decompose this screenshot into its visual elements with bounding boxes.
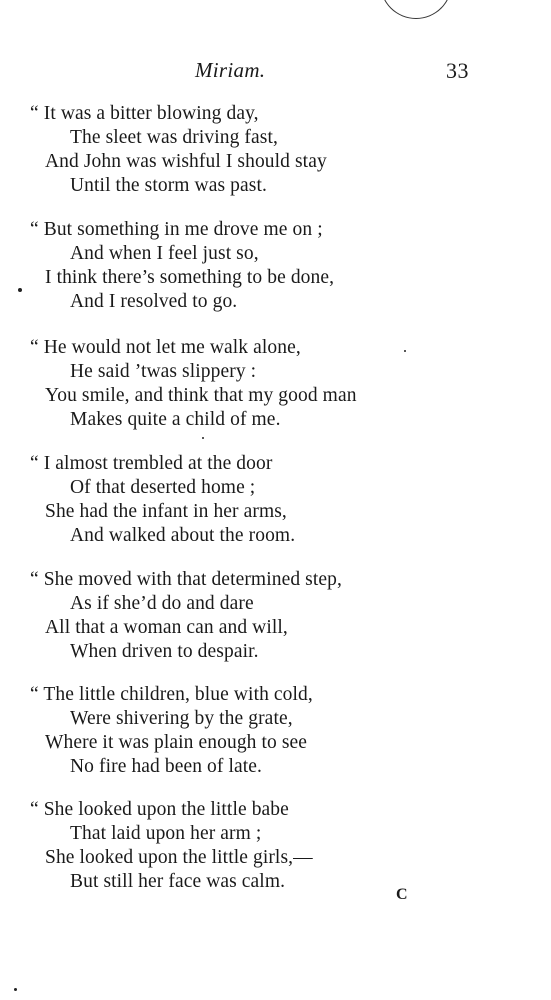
stanza-line: “ I almost trembled at the door (30, 453, 273, 474)
stanza-1 (0, 102, 327, 198)
print-speck (18, 288, 22, 292)
stanza-line: And when I feel just so, (70, 243, 259, 264)
stanza-line: And I resolved to go. (70, 291, 238, 312)
print-speck (14, 988, 17, 991)
stanza-line: And John was wishful I should stay (45, 151, 327, 172)
stanza-line: Until the storm was past. (70, 175, 267, 196)
page-number: 33 (446, 58, 469, 83)
print-speck (404, 350, 406, 352)
stanza-line: “ She moved with that determined step, (30, 569, 342, 590)
stanza-line: When driven to despair. (70, 641, 259, 662)
stanza-line: And walked about the room. (70, 525, 296, 546)
signature-mark: C (396, 886, 408, 903)
stanza-line: “ She looked upon the little babe (30, 799, 289, 820)
stanza-line: “ The little children, blue with cold, (30, 684, 313, 705)
page-corner-curve (380, 0, 452, 19)
stanza-2 (0, 218, 334, 314)
print-speck (202, 437, 204, 439)
stanza-5 (0, 568, 342, 664)
stanza-line: The sleet was driving fast, (70, 127, 278, 148)
stanza-line: I think there’s something to be done, (45, 267, 335, 288)
stanza-line: “ But something in me drove me on ; (30, 219, 323, 240)
stanza-line: “ It was a bitter blowing day, (30, 103, 259, 124)
stanza-line: Where it was plain enough to see (45, 732, 308, 753)
stanza-line: Were shivering by the grate, (70, 708, 293, 729)
stanza-line: As if she’d do and dare (70, 593, 254, 614)
stanza-line: You smile, and think that my good man (45, 385, 357, 406)
stanza-4 (0, 452, 295, 548)
stanza-3 (0, 336, 357, 432)
running-title: Miriam. (195, 58, 266, 82)
stanza-line: She looked upon the little girls,— (45, 847, 313, 868)
stanza-line: Makes quite a child of me. (70, 409, 281, 430)
stanza-line: But still her face was calm. (70, 871, 286, 892)
stanza-line: “ He would not let me walk alone, (30, 337, 301, 358)
stanza-7 (0, 798, 313, 894)
stanza-line: Of that deserted home ; (70, 477, 256, 498)
stanza-line: All that a woman can and will, (45, 617, 288, 638)
stanza-line: No fire had been of late. (70, 756, 262, 777)
stanza-6 (0, 683, 313, 779)
stanza-line: She had the infant in her arms, (45, 501, 287, 522)
stanza-line: He said ’twas slippery : (70, 361, 257, 382)
stanza-line: That laid upon her arm ; (70, 823, 262, 844)
